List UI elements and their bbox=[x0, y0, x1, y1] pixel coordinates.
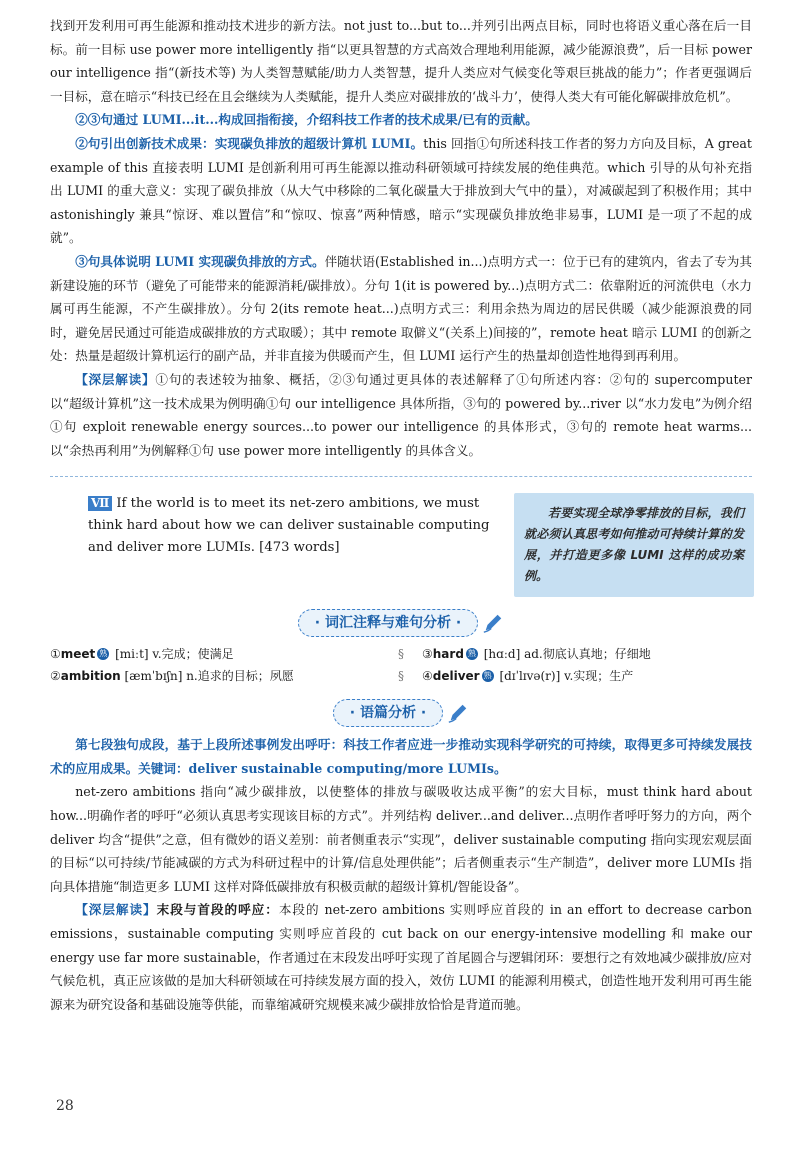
vocab-definition: ad.彻底认真地；仔细地 bbox=[524, 647, 651, 662]
vocab-definition: v.实现；生产 bbox=[564, 669, 634, 684]
sentence-3-text: 伴随状语(Established in...)点明方式一：位于已有的建筑内，省去了专为其新建设施的环节（避免了可能带来的能源消耗/碳排放）。分句 1(it is powered by...)点明方式二：依靠附近的河流供电（水力属可再生能源，不产生碳排放）。分句 2(its remote heat...)点明方式三：利用余热为周边的居民供暖（减少能源浪费的同时，避免居民通过可能造成碳排放的方式取暖）；其中 remote 取僻义“(关系上)间接的”，remote heat 暗示 LUMI 的创新之处：热量是超级计算机运行的副产品，并非直接为供暖而产生，但 LUMI 运行产生的热量却创造性地得到再利用。 bbox=[50, 253, 752, 364]
deep-reading-label: 【深层解读】 bbox=[75, 371, 156, 387]
passage-paragraph-7 bbox=[48, 493, 498, 559]
sentence-2-text: this 回指①句所述科技工作者的努力方向及目标，A great example of this 直接表明 LUMI 是创新利用可再生能源以推动科研领域可持续发展的绝佳典范。which 引导的从句补充指出 LUMI 的重大意义：实现了碳负排放（从大气中移除的二氧化碳量大于排放到大气中的量），对减碳起到了积极作用；其中 astonishingly 兼具“惊讶、难以置信”和“惊叹、惊喜”两种情感，暗示“实现碳负排放绝非易事，LUMI 是一项了不起的成就”。 bbox=[50, 135, 752, 246]
vocab-item bbox=[422, 665, 752, 687]
vocab-phonetic: [hɑːd] bbox=[483, 647, 521, 662]
familiar-badge: 熟 bbox=[483, 671, 492, 681]
vocab-word: meet bbox=[60, 647, 96, 662]
vocab-column-right bbox=[422, 643, 752, 687]
vocab-num: ① bbox=[50, 647, 61, 662]
page-number: 28 bbox=[56, 1098, 74, 1114]
vocab-phonetic: [æmˈbɪʃn] bbox=[124, 669, 183, 684]
familiar-badge: 熟 bbox=[467, 649, 476, 659]
analysis-paragraph-1: net-zero ambitions 指向“减少碳排放，以使整体的排放与碳吸收达成平衡”的宏大目标，must think hard about how...明确作者的呼吁“必须认真思考实现该目标的方式”。并列结构 deliver...and deliver...点明作者呼吁努力的方向，两个 deliver 均含“提供”之意，但有微妙的语义差别：前者侧重表示“实现”，deliver sustainable computing 指向实现宏观层面的目标“以可持续/节能减碳的方式为科研过程中的计算/信息处理供能”；后者侧重表示“生产制造”，deliver more LUMIs 指向具体措施“制造更多 LUMI 这样对降低碳排放有积极贡献的超级计算机/智能设备”。 bbox=[50, 784, 752, 894]
vocab-definition: n.追求的目标；夙愿 bbox=[186, 669, 294, 684]
page-content bbox=[50, 14, 752, 1016]
vocab-section-title: · 词汇注释与难句分析 · bbox=[298, 609, 478, 637]
vocab-word: deliver bbox=[432, 669, 480, 684]
vocab-item bbox=[50, 665, 380, 687]
paragraph-number-badge: Ⅶ bbox=[88, 496, 112, 511]
translation-box bbox=[514, 493, 754, 597]
deep-reading-text: 本段的 net-zero ambitions 实则呼应首段的 in an effort to decrease carbon emissions，sustainable computing 实则呼应首段的 cut back on our energy-intensive modelling 和 make our energy use far more sustainable，作者通过在末段发出呼吁实现了首尾圆合与逻辑闭环：要想行之有效地减少碳排放/应对气候危机，真正应该做的是加大科研领域在可持续发展方面的投入，效仿 LUMI 的能源利用模式，创造性地开发利用可再生能源来为研究设备和基础设施等供能，而靠缩减研究规模来减少碳排放恰恰是背道而驰。 bbox=[50, 902, 753, 1012]
sentence-3-analysis bbox=[50, 250, 752, 368]
passage-text: If the world is to meet its net-zero ambitions, we must think hard about how we can deliver sustainable computing and deliver more LUMIs. [473 words] bbox=[88, 496, 490, 556]
deep-reading-label: 【深层解读】 bbox=[75, 902, 157, 918]
vocab-column-left bbox=[50, 643, 380, 687]
vocab-list bbox=[50, 643, 752, 687]
vocab-definition: v.完成；使满足 bbox=[152, 647, 234, 662]
deep-reading-2 bbox=[50, 898, 752, 1016]
pen-icon bbox=[447, 702, 469, 724]
vocab-item bbox=[50, 643, 380, 665]
translation-text: 若要实现全球净零排放的目标，我们就必须认真思考如何推动可持续计算的发展，并打造更多像 LUMI 这样的成功案例。 bbox=[524, 506, 744, 584]
intro-paragraph-1: 找到开发利用可再生能源和推动技术进步的新方法。not just to...but to...并列引出两点目标，同时也将语义重心落在后一目标。前一目标 use power more intelligently 指“以更具智慧的方式高效合理地利用能源，减少能源浪费”，后一目标 power our intelligence 指“(新技术等) 为人类智慧赋能/助力人类智慧，提升人类应对气候变化等艰巨挑战的能力”；作者更强调后一目标，意在暗示“科技已经在且会继续为人类赋能，提升人类应对碳排放的‘战斗力’，使得人类大有可能化解碳排放危机”。 bbox=[50, 18, 752, 104]
analysis-lead: 第七段独句成段，基于上段所述事例发出呼吁：科技工作者应进一步推动实现科学研究的可持续，取得更多可持续发展技术的应用成果。关键词：deliver sustainable computing/more LUMIs。 bbox=[50, 737, 752, 776]
deep-reading-text: ①句的表述较为抽象、概括，②③句通过更具体的表述解释了①句所述内容：②句的 supercomputer 以“超级计算机”这一技术成果为例明确①句 our intelligence 具体所指，③句的 powered by...river 以“水力发电”为例介绍①句 exploit renewable energy sources...to power our intelligence 的具体形式，③句的 remote heat warms...以“余热再利用”为例解释①句 use power more intelligently 的具体含义。 bbox=[50, 371, 752, 458]
sentence-3-label: ③句具体说明 LUMI 实现碳负排放的方式。 bbox=[75, 253, 325, 269]
deep-reading-1 bbox=[50, 368, 752, 462]
vocab-num: ③ bbox=[422, 647, 433, 662]
vocab-num: ② bbox=[50, 669, 61, 684]
pen-icon bbox=[482, 612, 504, 634]
vocab-phonetic: [dɪˈlɪvə(r)] bbox=[499, 669, 561, 684]
sentence-2-3-heading: ②③句通过 LUMI...it...构成回指衔接，介绍科技工作者的技术成果/已有的贡献。 bbox=[75, 112, 538, 128]
familiar-badge: 熟 bbox=[99, 649, 108, 659]
divider bbox=[50, 476, 752, 477]
vocab-section-header bbox=[50, 609, 752, 637]
vocab-num: ④ bbox=[422, 669, 433, 684]
vocab-word: ambition bbox=[60, 669, 121, 684]
analysis-section-header bbox=[50, 699, 752, 727]
sentence-2-analysis bbox=[50, 132, 752, 250]
vocab-word: hard bbox=[432, 647, 464, 662]
vocab-item bbox=[422, 643, 752, 665]
sentence-2-label: ②句引出创新技术成果：实现碳负排放的超级计算机 LUMI。 bbox=[75, 135, 424, 151]
analysis-section-title: · 语篇分析 · bbox=[333, 699, 443, 727]
vocab-phonetic: [miːt] bbox=[115, 647, 149, 662]
passage-row bbox=[50, 493, 752, 597]
deep-reading-head: 末段与首段的呼应： bbox=[156, 902, 279, 918]
column-separator: § § bbox=[398, 647, 404, 684]
